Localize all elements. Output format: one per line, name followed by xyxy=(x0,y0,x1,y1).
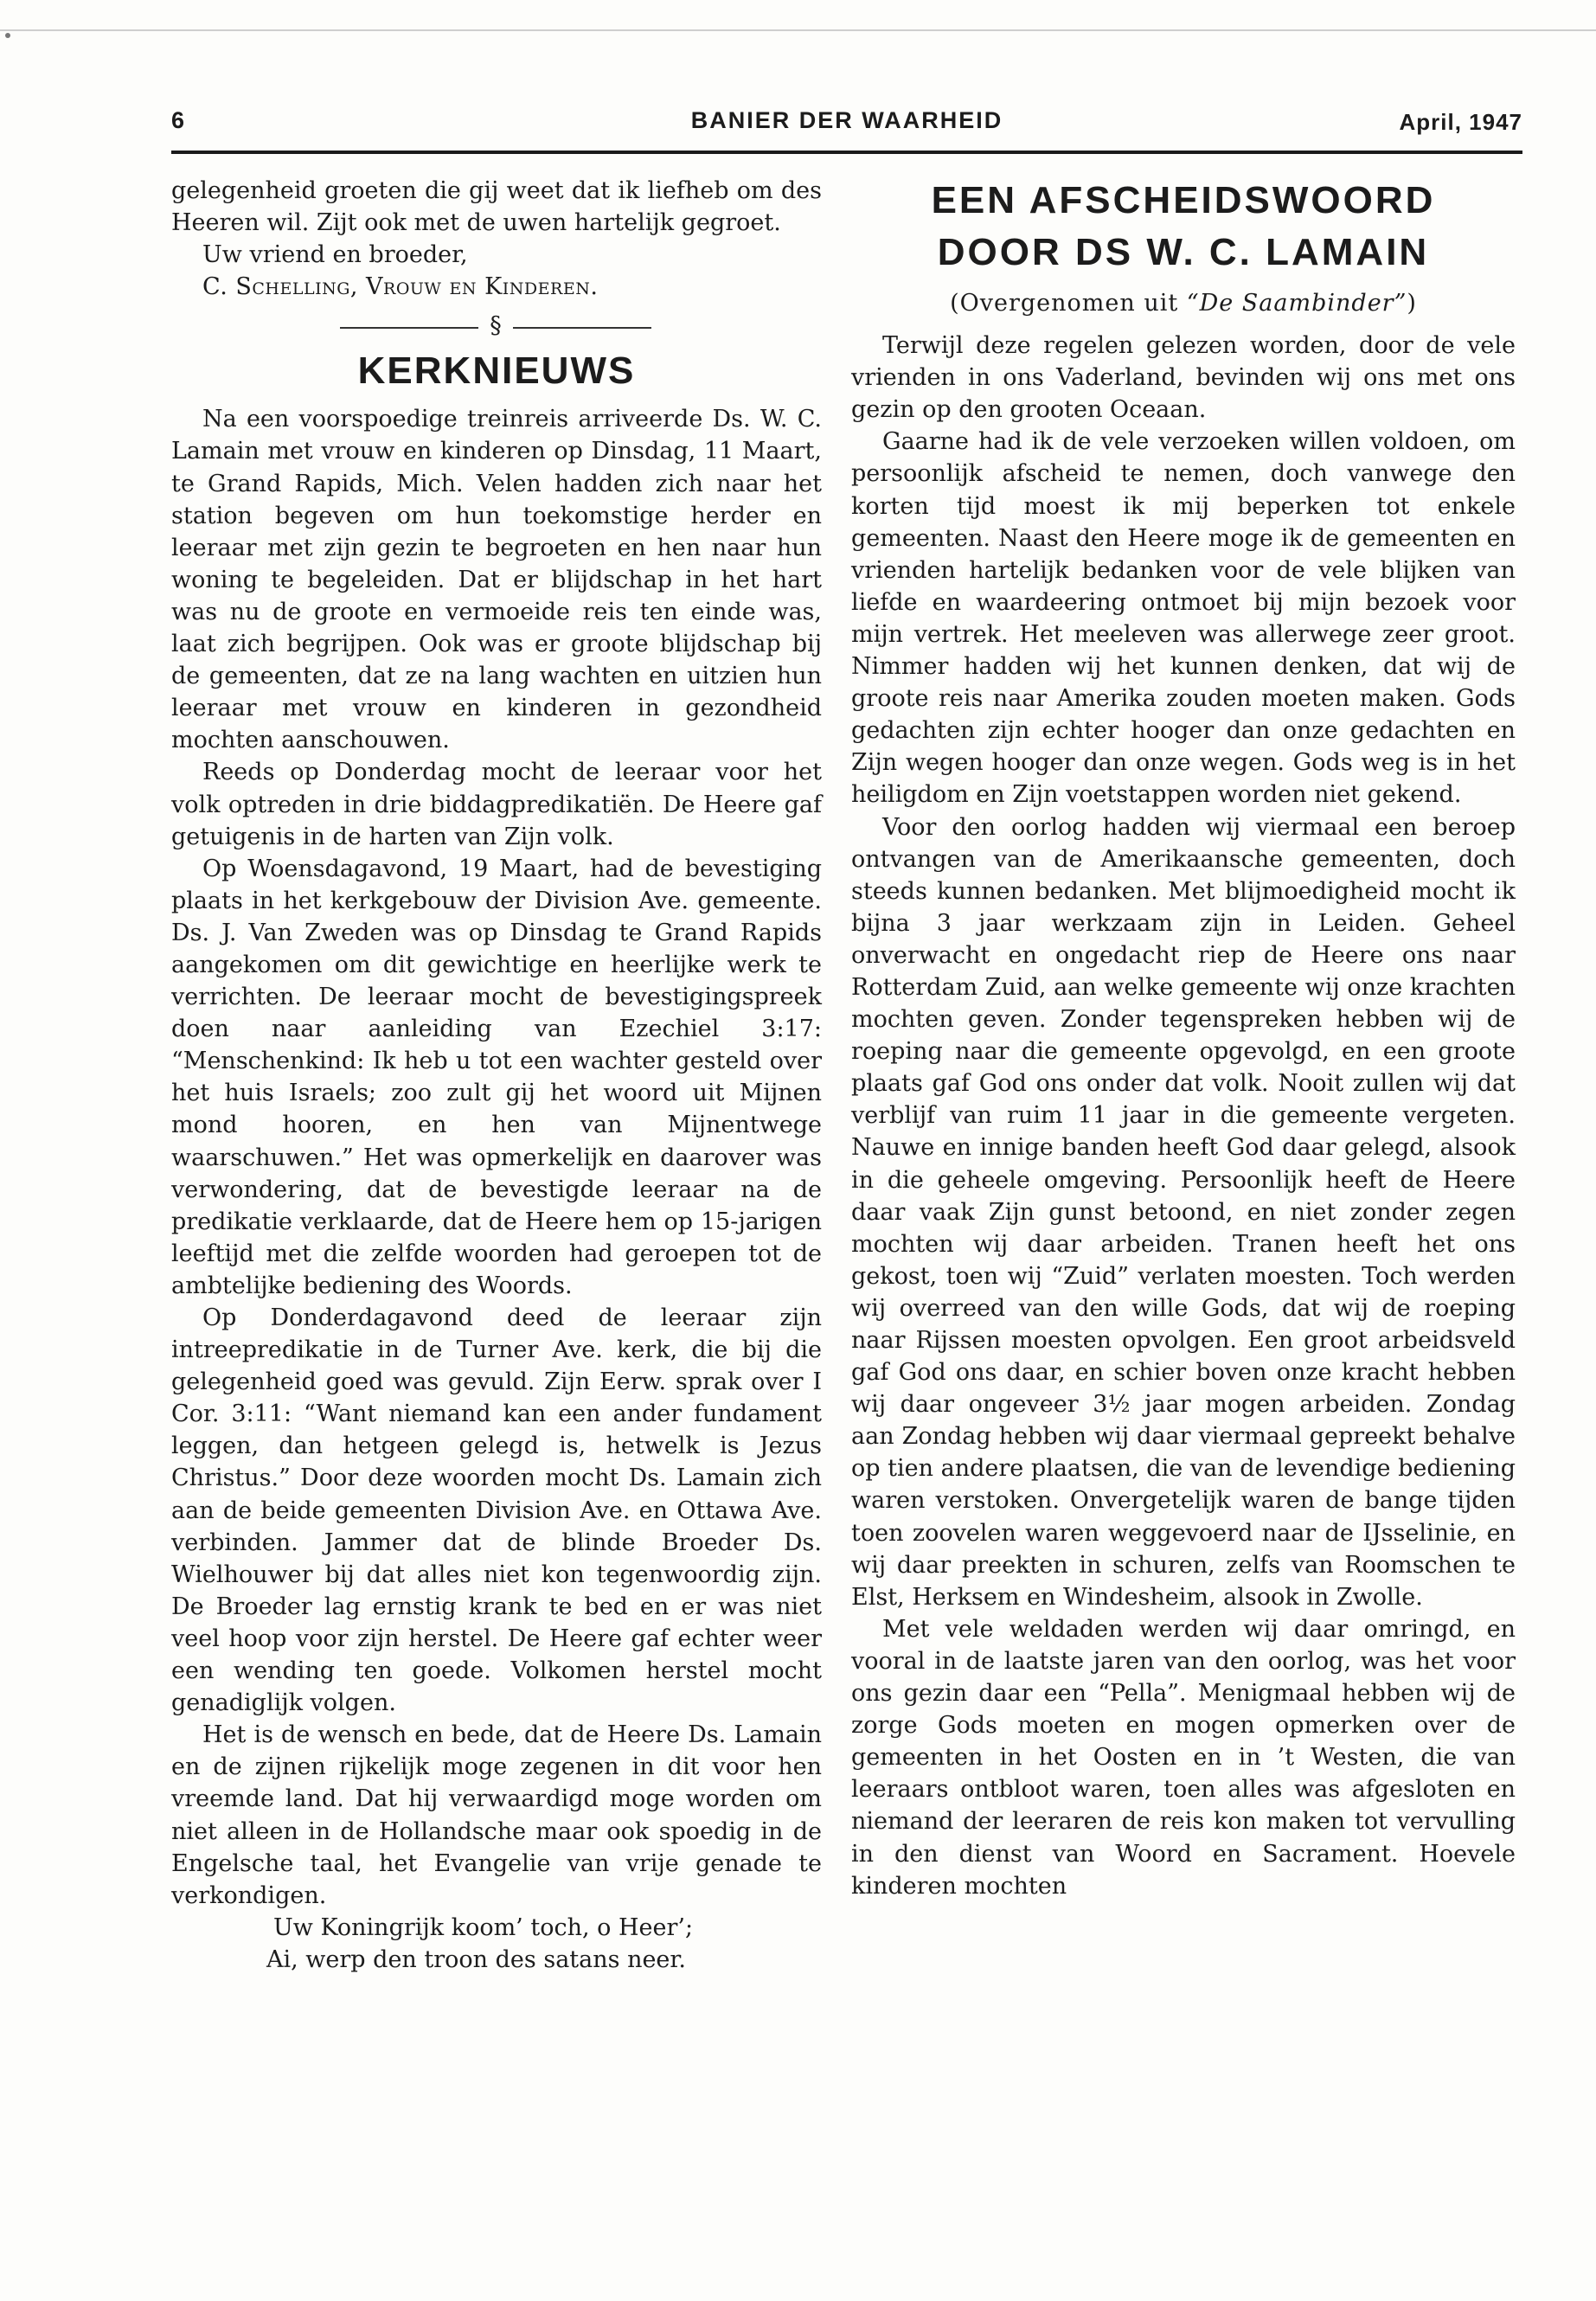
signature-greeting: Uw vriend en broeder, xyxy=(202,241,468,269)
scan-mark xyxy=(5,33,10,38)
article-paragraph: Het is de wensch en bede, dat de Heere Ds. Lamain en de zijnen rijkelijk moge zegenen in dit voor hen vreemde land. Dat hij verwaardigd moge worden om niet alleen in de Hollandsche maar ook spoedig in de Engelsche taal, het Evangelie van vrije genade te verkondigen. xyxy=(171,1721,822,1909)
page-number: 6 xyxy=(171,107,185,133)
section-title-kerknieuws: KERKNIEUWS xyxy=(357,349,636,393)
divider-line-right xyxy=(513,327,651,329)
publication-title: BANIER DER WAARHEID xyxy=(690,107,1003,133)
article-paragraph: Voor den oorlog hadden wij viermaal een beroep ontvangen van de Amerikaansche gemeenten, doch steeds kunnen bedanken. Met blijmoedigheid mocht ik bijna 3 jaar werkzaam zijn in Leiden. Geheel onverwacht en ongedacht riep de Heere ons naar Rotterdam Zuid, aan welke gemeente wij onze krachten mochten geven. Zonder tegenspreken hebben wij de roeping naar die gemeente opgevolgd, en een groote plaats gaf God ons onder dat volk. Nooit zullen wij dat verblijf van ruim 11 jaar in die gemeente vergeten. Nauwe en innige banden heeft God daar gelegd, alsook in die geheele omgeving. Persoonlijk heeft de Heere daar vaak Zijn gunst betoond, en niet zonder zegen mochten wij daar arbeiden. Tranen heeft het ons gekost, toen wij “Zuid” verlaten moesten. Toch werden wij overreed van den wille Gods, dat wij de roeping naar Rijssen moesten opvolgen. Een groot arbeidsveld gaf God ons daar, en schier boven onze kracht hebben wij daar ongeveer 3½ jaar mogen arbeiden. Zondag aan Zondag hebben wij daar viermaal gepreekt behalve op tien andere plaatsen, die van de levendige bediening waren verstoken. Onvergetelijk waren de bange tijden toen zoovelen waren weggevoerd naar de IJsselinie, en wij daar preekten in schuren, zelfs van Roomschen te Elst, Herksem en Windesheim, alsook in Zwolle. xyxy=(851,813,1516,1611)
letter-closing-paragraph: gelegenheid groeten die gij weet dat ik liefheb om des Heeren wil. Zijt ook met de uwen hartelijk gegroet. xyxy=(171,177,822,237)
section-symbol: § xyxy=(490,312,502,340)
article-paragraph: Op Woensdagavond, 19 Maart, had de bevestiging plaats in het kerkgebouw der Division Ave. gemeente. Ds. J. Van Zweden was op Dinsdag te Grand Rapids aangekomen om dit gewichtige en heerlijke werk te verrichten. De leeraar mocht de bevestigingspreek doen naar aanleiding van Ezechiel 3:17: “Menschenkind: Ik heb u tot een wachter gesteld over het huis Israels; zoo zult gij het woord uit Mijnen mond hooren, en hen van Mijnentwege waarschuwen.” Het was opmerkelijk en daarover was verwondering, dat de bevestigde leeraar na de predikatie verklaarde, dat de Heere hem op 15-jarigen leeftijd met die zelfde woorden had geroepen tot de ambtelijke bediening des Woords. xyxy=(171,855,822,1299)
source-publication: “De Saambinder” xyxy=(1186,290,1407,317)
article-source-note xyxy=(851,287,1516,319)
article-paragraph: Met vele weldaden werden wij daar omringd, en vooral in de laatste jaren van den oorlog, was het voor ons gezin daar een “Pella”. Menigmaal hebben wij de zorge Gods moeten en mogen opmerken over de gemeenten in het Oosten en in ’t Westen, die van leeraars ontbloot waren, toen alles was afgesloten en niemand der leeraren de reis kon maken tot vervulling in den dienst van Woord en Sacrament. Hoevele kinderen mochten xyxy=(851,1615,1516,1900)
article-title-byline: DOOR DS W. C. LAMAIN xyxy=(937,231,1430,273)
source-prefix: (Overgenomen uit xyxy=(950,290,1187,317)
article-paragraph: Reeds op Donderdag mocht de leeraar voor het volk optreden in drie biddagpredikatiën. De Heere gaf getuigenis in de harten van Zijn volk. xyxy=(171,759,822,850)
article-paragraph: Na een voorspoedige treinreis arriveerde Ds. W. C. Lamain met vrouw en kinderen op Dinsdag, 11 Maart, te Grand Rapids, Mich. Velen hadden zich naar het station begeven om hun toekomstige herder en leeraar met zijn gezin te begroeten en hen naar hun woning te begeleiden. Dat er blijdschap in het hart was nu de groote en vermoeide reis ten einde was, laat zich begrijpen. Ook was er groote blijdschap bij de gemeenten, dat ze na lang wachten en uitzien hun leeraar met vrouw en kinderen in gezondheid mochten aanschouwen. xyxy=(171,406,822,754)
header-rule xyxy=(171,151,1522,154)
scan-top-edge xyxy=(0,29,1596,31)
article-paragraph: Op Donderdagavond deed de leeraar zijn intreepredikatie in de Turner Ave. kerk, die bij die gelegenheid goed was gevuld. Zijn Eerw. sprak over I Cor. 3:11: “Want niemand kan een ander fundament leggen, dan hetgeen gelegd is, hetwelk is Jezus Christus.” Door deze woorden mocht Ds. Lamain zich aan de beide gemeenten Division Ave. en Ottawa Ave. verbinden. Jammer dat de blinde Broeder Ds. Wielhouwer bij dat alles niet kon tegenwoordig zijn. De Broeder lag ernstig krank te bed en er was niet veel hoop voor zijn herstel. De Heere gaf echter weer een wending ten goede. Volkomen herstel mocht genadiglijk volgen. xyxy=(171,1304,822,1717)
source-suffix: ) xyxy=(1407,290,1417,317)
article-paragraph: Terwijl deze regelen gelezen worden, door de vele vrienden in ons Vaderland, bevinden wij ons met ons gezin op den grooten Oceaan. xyxy=(851,332,1516,424)
divider-line-left xyxy=(340,327,478,329)
article-paragraph: Gaarne had ik de vele verzoeken willen voldoen, om persoonlijk afscheid te nemen, doch vanwege den korten tijd moest ik mij beperken tot enkele gemeenten. Naast den Heere moge ik de gemeenten en vrienden hartelijk bedanken voor de vele blijken van liefde en waardeering ontmoet bij mijn bezoek voor mijn vertrek. Het meeleven was allerwege zeer groot. Nimmer hadden wij het kunnen denken, dat wij de groote reis naar Amerika zouden moeten maken. Gods gedachten zijn echter hooger dan onze gedachten en Zijn wegen hooger dan onze wegen. Gods weg is in het heiligdom en Zijn voetstappen worden niet gekend. xyxy=(851,428,1516,809)
running-header xyxy=(171,107,1522,142)
verse-line: Ai, werp den troon des satans neer. xyxy=(266,1945,686,1973)
right-column xyxy=(851,175,1516,1902)
section-divider xyxy=(171,310,822,341)
signature-name: C. Schelling, Vrouw en Kinderen. xyxy=(202,273,599,301)
issue-date: April, 1947 xyxy=(1399,109,1522,135)
article-title: EEN AFSCHEIDSWOORD xyxy=(931,179,1436,221)
verse-line: Uw Koningrijk koom’ toch, o Heer’; xyxy=(273,1913,694,1941)
left-column xyxy=(171,175,822,1976)
